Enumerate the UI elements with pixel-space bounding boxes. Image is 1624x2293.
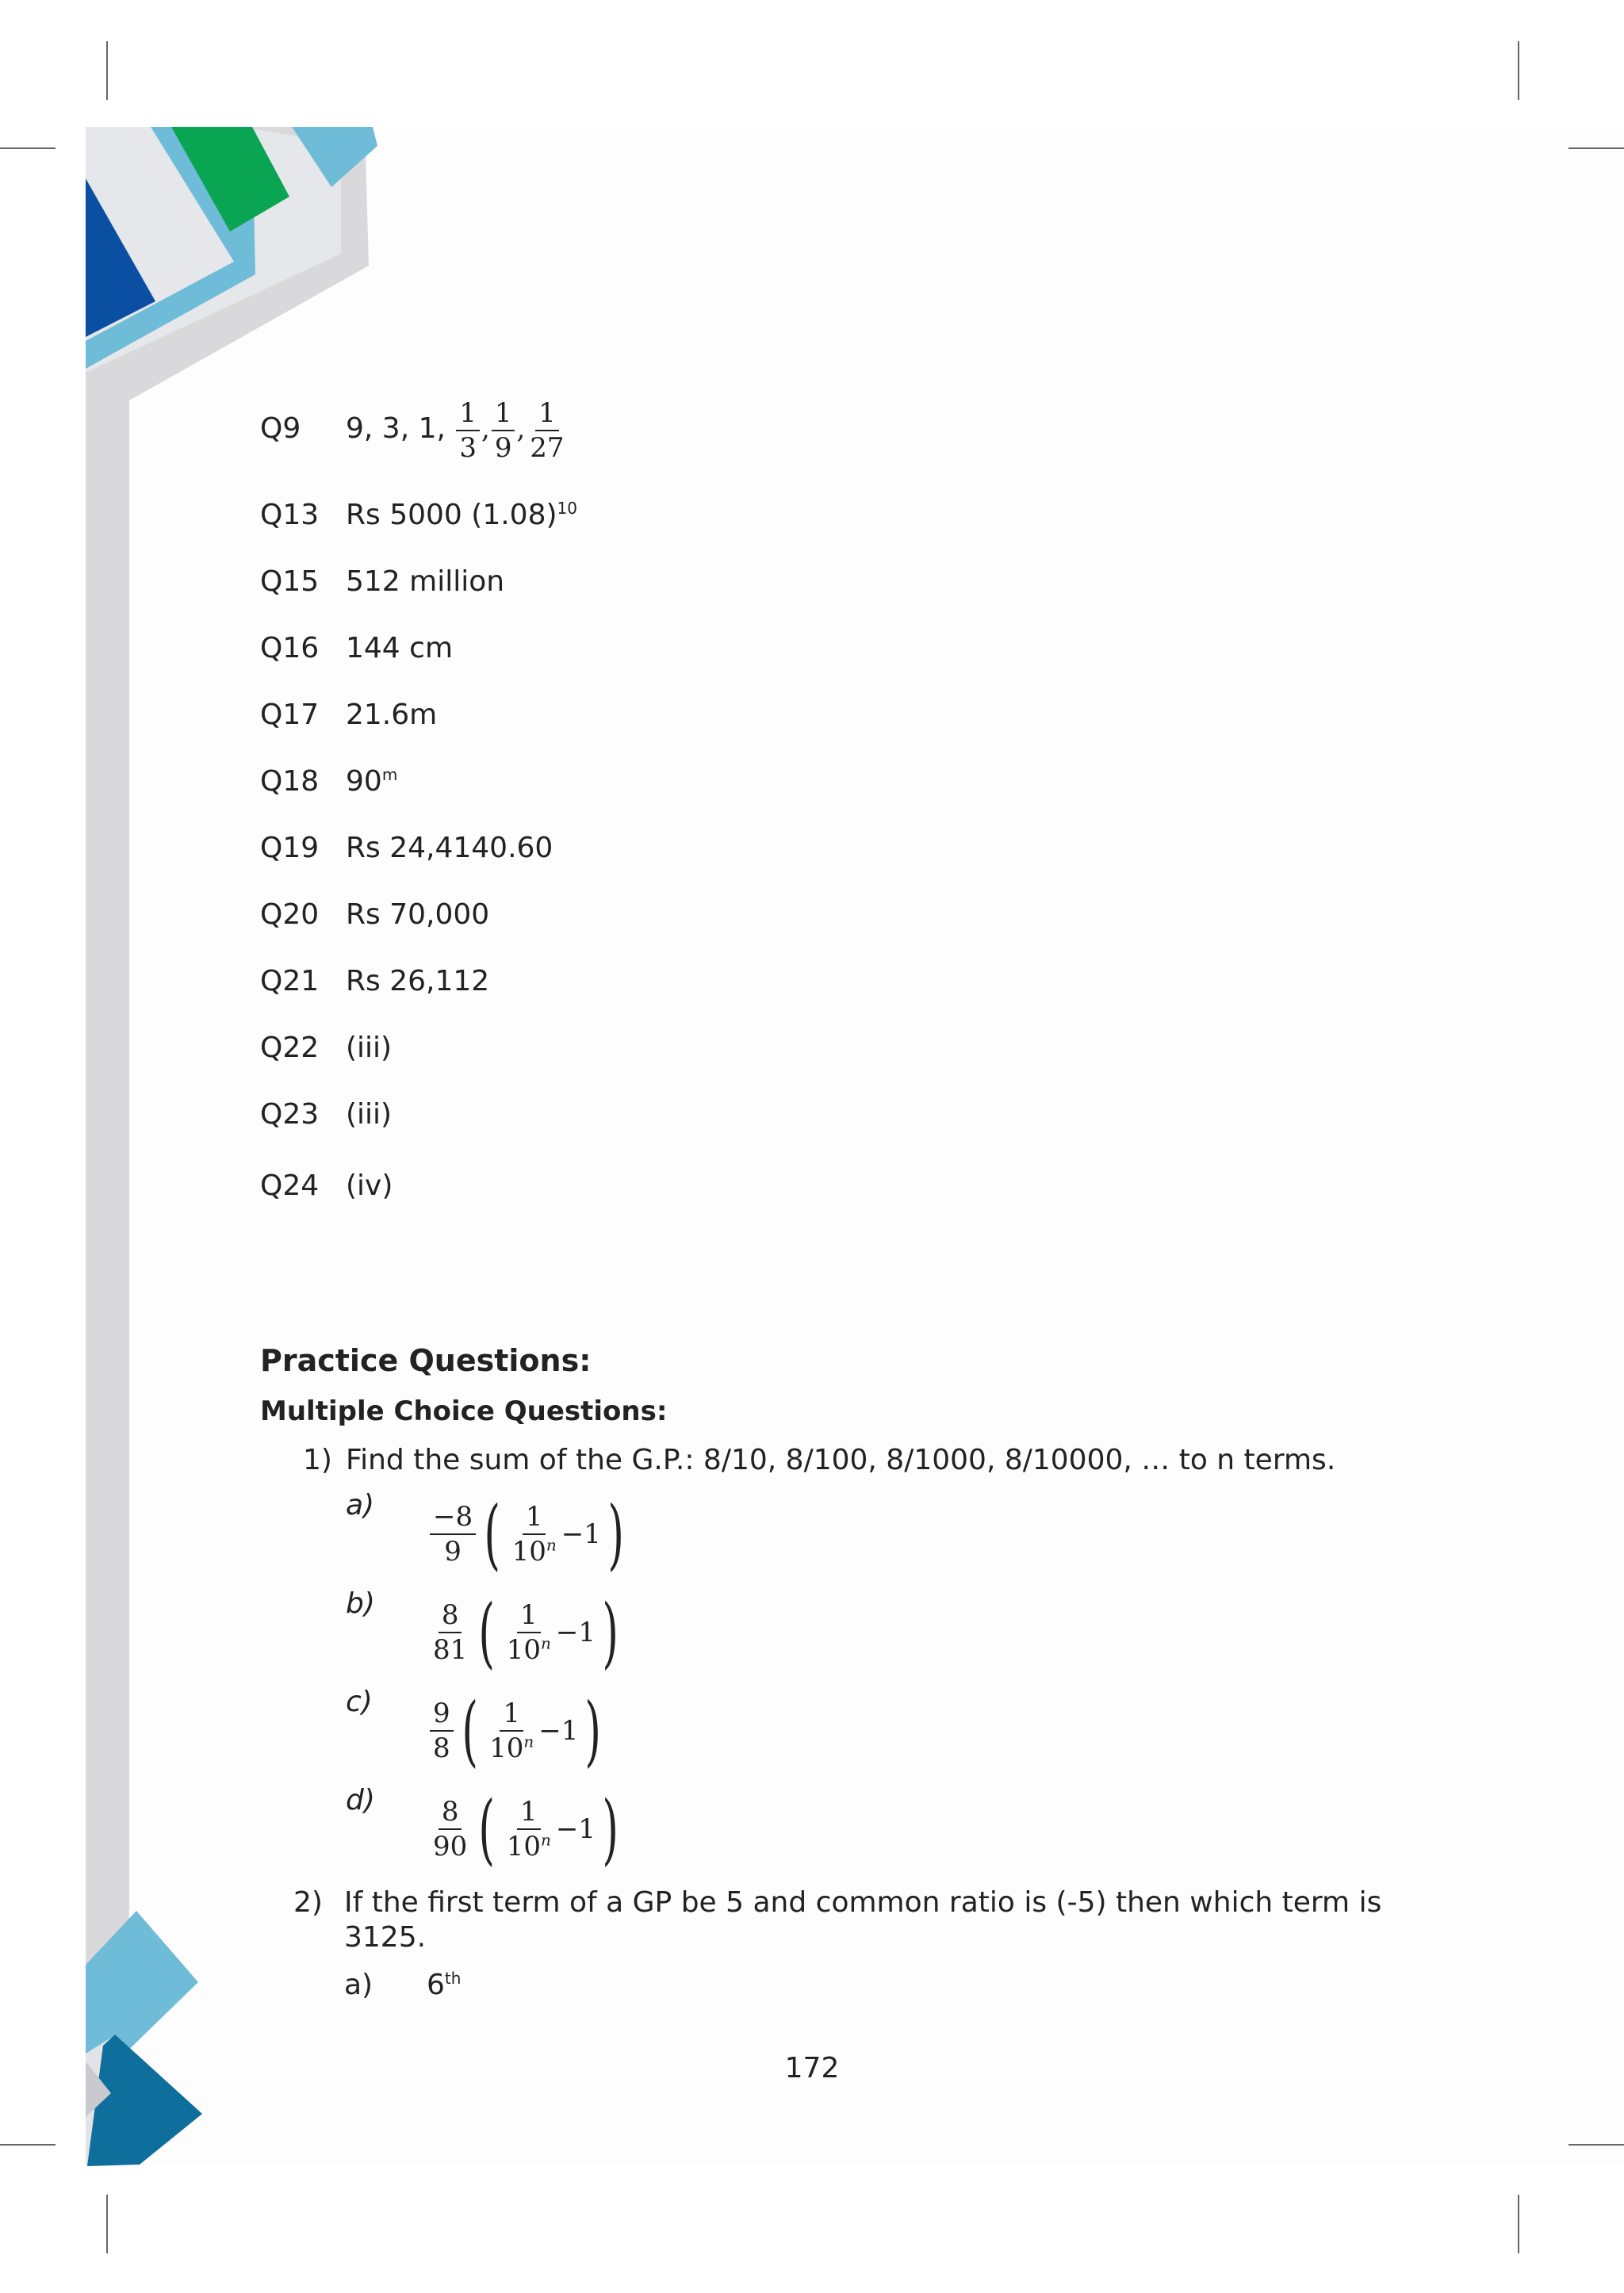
page-number: 172 bbox=[784, 2052, 840, 2084]
bottom-corner-decoration bbox=[0, 0, 238, 2293]
option-c-formula: $\frac{9}{8}$ ( $\frac{1}{10^n}$ −1 ) bbox=[428, 1687, 608, 1774]
fraction-sequence: $\frac{1}{3}$ , $\frac{1}{9}$ , $\frac{1}{27}$ bbox=[454, 413, 569, 445]
answer-text: Rs 24,4140.60 bbox=[346, 832, 553, 864]
superscript: th bbox=[444, 1969, 462, 1988]
answer-row-q17 bbox=[260, 698, 437, 733]
question-number: Q16 bbox=[260, 632, 320, 664]
answer-text: 9, 3, 1, bbox=[346, 412, 446, 445]
answer-row-q21 bbox=[260, 964, 489, 999]
question-number: Q15 bbox=[260, 565, 320, 598]
question-number: Q17 bbox=[260, 699, 320, 731]
crop-mark bbox=[1568, 2144, 1624, 2146]
section-heading: Practice Questions: bbox=[260, 1343, 592, 1378]
option-letter: a) bbox=[344, 1969, 373, 2001]
question-number: Q19 bbox=[260, 832, 320, 864]
crop-mark bbox=[1518, 41, 1519, 100]
question-number: Q24 bbox=[260, 1169, 320, 1202]
crop-mark bbox=[1518, 2195, 1519, 2253]
answer-text: (iii) bbox=[346, 1098, 393, 1131]
fraction: $\frac{1}{9}$ bbox=[492, 398, 515, 463]
answer-row-q23 bbox=[260, 1097, 392, 1132]
question-number: Q21 bbox=[260, 965, 320, 997]
answer-text: Rs 26,112 bbox=[346, 965, 490, 997]
answer-text: 144 cm bbox=[346, 632, 454, 664]
question-number: Q13 bbox=[260, 499, 320, 531]
answer-row-q13 bbox=[260, 498, 577, 533]
option-a-formula: $\frac{-8}{9}$ ( $\frac{1}{10^n}$ −1 ) bbox=[428, 1491, 630, 1578]
answer-text: 90 bbox=[346, 765, 382, 798]
sub-heading: Multiple Choice Questions: bbox=[260, 1395, 668, 1427]
option-letter: b) bbox=[346, 1587, 375, 1620]
answer-row-q19 bbox=[260, 831, 553, 866]
answer-text: (iv) bbox=[346, 1169, 393, 1202]
superscript: m bbox=[381, 765, 398, 784]
option-letter: a) bbox=[346, 1489, 375, 1522]
answer-text: Rs 70,000 bbox=[346, 898, 490, 931]
question-number: 2) bbox=[293, 1886, 323, 1919]
question-2-continued: 3125. bbox=[344, 1921, 427, 1954]
crop-mark bbox=[1568, 147, 1624, 149]
question-2 bbox=[293, 1885, 1381, 1920]
option-letter: c) bbox=[346, 1686, 373, 1718]
question-1 bbox=[303, 1443, 1335, 1478]
question-text: Find the sum of the G.P.: 8/10, 8/100, 8/1000, 8/10000, … to n terms. bbox=[346, 1444, 1336, 1476]
answer-text: 21.6m bbox=[346, 699, 438, 731]
question-number: Q9 bbox=[260, 412, 301, 445]
option-letter: d) bbox=[346, 1784, 375, 1816]
question-text: If the first term of a GP be 5 and common ratio is (-5) then which term is bbox=[344, 1886, 1382, 1919]
fraction: $\frac{1}{27}$ bbox=[530, 397, 565, 464]
answer-text: (iii) bbox=[346, 1032, 393, 1064]
question-number: Q22 bbox=[260, 1032, 320, 1064]
option-d-formula: $\frac{8}{90}$ ( $\frac{1}{10^n}$ −1 ) bbox=[433, 1785, 619, 1874]
question-number: Q20 bbox=[260, 898, 320, 931]
answer-row-q20 bbox=[260, 898, 489, 932]
answer-row-q15 bbox=[260, 565, 504, 599]
question-number: Q18 bbox=[260, 765, 320, 798]
answer-row-q24 bbox=[260, 1169, 393, 1204]
exponent: 10 bbox=[557, 499, 577, 518]
option-b-formula: $\frac{8}{81}$ ( $\frac{1}{10^n}$ −1 ) bbox=[433, 1588, 619, 1677]
answer-row-q9 bbox=[260, 393, 569, 465]
answer-row-q18 bbox=[260, 764, 397, 799]
option-value: 6 bbox=[427, 1969, 445, 2001]
answer-text: 512 million bbox=[346, 565, 505, 598]
question-number: 1) bbox=[303, 1444, 332, 1476]
answer-text: Rs 5000 (1.08) bbox=[346, 499, 557, 531]
fraction: $\frac{1}{3}$ bbox=[456, 398, 480, 463]
question-2-option-a bbox=[344, 1968, 461, 2003]
answer-row-q16 bbox=[260, 631, 453, 666]
answer-row-q22 bbox=[260, 1031, 392, 1066]
question-number: Q23 bbox=[260, 1098, 320, 1131]
